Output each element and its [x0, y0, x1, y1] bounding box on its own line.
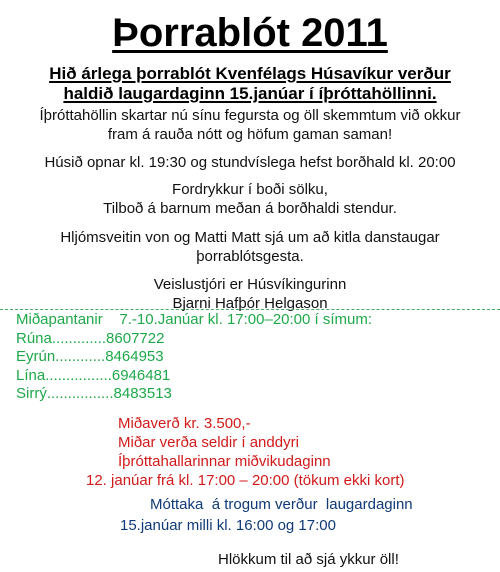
contact-item: Sirrý................8483513 [16, 385, 172, 402]
contact-item: Lína................6946481 [16, 366, 171, 384]
ticket-orders-header: Miðapantanir 7.-10.Janúar kl. 17:00–20:00 í símum: [16, 311, 373, 328]
price-line-1: Miðaverð kr. 3.500,- [118, 415, 251, 432]
ticket-orders [16, 311, 372, 404]
drinks-line-2: Tilboð á barnum meðan á borðhaldi stendur. [103, 200, 397, 217]
band-paragraph [0, 228, 500, 266]
reception-line-2 [120, 515, 336, 536]
subtitle-line-2 [0, 84, 500, 104]
page-title-text: Þorrablót 2011 [112, 11, 388, 55]
drinks-line-1: Fordrykkur í boði sölku, [172, 181, 328, 198]
subtitle-line-1-text: Hið árlega þorrablót Kvenfélags Húsavíkur verður [49, 64, 451, 83]
contact-item: Eyrún............8464953 [16, 348, 164, 365]
host-line-1: Veislustjóri er Húsvíkingurinn [153, 276, 347, 293]
drinks-paragraph [0, 180, 500, 218]
price-line-2: Miðar verða seldir í anddyri [118, 434, 299, 451]
intro-line-1: Íþróttahöllin skartar nú sínu fegursta og öll skemmtum við okkur [39, 107, 461, 124]
page-title [0, 10, 500, 56]
closing-message-text: Hlökkum til að sjá ykkur öll! [218, 551, 399, 568]
intro-paragraph [0, 106, 500, 144]
opening-hours-text: Húsið opnar kl. 19:30 og stundvíslega hefst borðhald kl. 20:00 [44, 154, 456, 171]
band-line-2: þorrablótsgesta. [196, 248, 304, 265]
opening-hours [0, 153, 500, 172]
reception-line-2-text: 15.janúar milli kl. 16:00 og 17:00 [120, 517, 336, 534]
intro-line-2: fram á rauða nótt og höfum gaman saman! [107, 126, 393, 143]
price-line-4: 12. janúar frá kl. 17:00 – 20:00 (tökum ekki kort) [86, 472, 405, 489]
section-divider [0, 309, 500, 310]
ticket-price-info [86, 414, 405, 490]
host-paragraph [0, 275, 500, 313]
band-line-1: Hljómsveitin von og Matti Matt sjá um að kitla danstaugar [60, 229, 440, 246]
reception-line-1 [150, 494, 413, 515]
subtitle [0, 64, 500, 104]
reception-line-1-text: Móttaka á trogum verður laugardaginn [150, 496, 413, 513]
subtitle-line-1 [0, 64, 500, 84]
price-line-3: Íþróttahallarinnar miðvikudaginn [118, 453, 331, 470]
subtitle-line-2-text: haldið laugardaginn 15.janúar í íþróttahöllinni. [63, 84, 437, 103]
closing-message [218, 550, 399, 569]
host-line-2: Bjarni Hafþór Helgason [172, 295, 328, 312]
contact-item: Rúna.............8607722 [16, 329, 165, 347]
